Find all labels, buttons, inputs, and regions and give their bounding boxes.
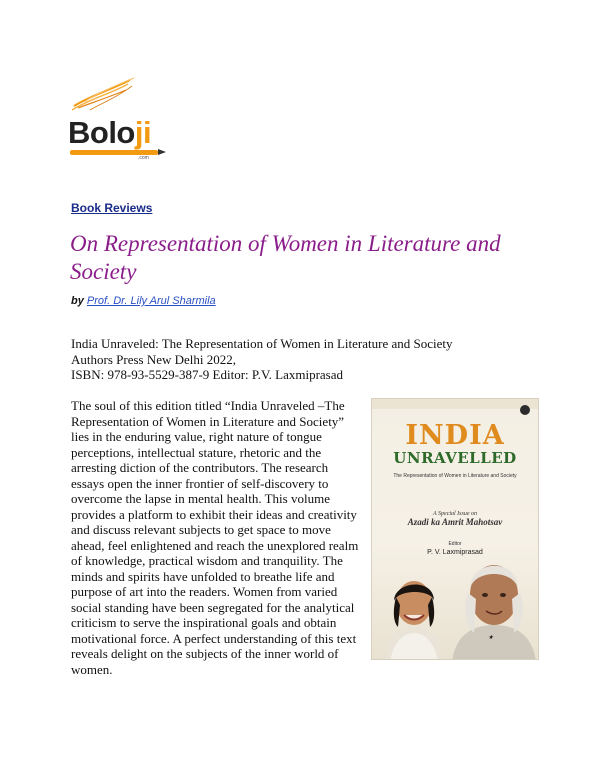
cover-editor-label: Editor	[448, 541, 462, 547]
emblem-icon	[520, 405, 530, 415]
cover-editor-name: P. V. Laxmiprasad	[427, 549, 483, 556]
logo-wordmark: Boloji	[68, 115, 152, 150]
article-title: On Representation of Women in Literature and Society	[70, 231, 501, 284]
author-link[interactable]: Prof. Dr. Lily Arul Sharmila	[86, 295, 216, 307]
book-meta-isbn: ISBN: 978-93-5529-387-9 Editor: P.V. Laxmiprasad	[71, 367, 344, 382]
cover-azadi-text: Azadi ka Amrit Mahotsav	[407, 517, 503, 527]
book-cover-image	[371, 398, 539, 660]
logo-domain: .com	[138, 155, 149, 161]
article-paragraph: The soul of this edition titled “India Unraveled –The Representation of Women in Literature and Society” lies in the enduring value, right nature of tongue perceptions, intellectual stature, rhetoric and the arresting diction of the contributors. The research essays open the inner frontier of self-discovery to overcome the lapse in mental health. This volume provides a platform to exhibit their ideas and creativity and discuss relevant subjects to get space to move ahead, feel enlightened and reach the unexplored realm of knowledge, practical wisdom and tranquility. The minds and spirits have unfolded to breathe life and purpose of art into the readers. Women from varied social standing have been segregated for the analytical criticism to serve the inspirational goals and obtain motivational force. A perfect understanding of this text reveals delight on the subjects of the inner world of women.	[71, 398, 359, 677]
site-logo[interactable]	[68, 76, 188, 166]
byline	[71, 295, 216, 307]
cover-special-issue: A Special Issue on	[432, 511, 478, 517]
byline-prefix: by	[71, 295, 84, 307]
section-link-book-reviews[interactable]: Book Reviews	[71, 201, 153, 215]
cover-title-line1: INDIA	[405, 420, 505, 451]
book-meta-publisher: Authors Press New Delhi 2022,	[71, 351, 237, 367]
book-meta	[71, 336, 453, 383]
logo-swoosh-icon	[70, 76, 140, 116]
book-meta-title: India Unraveled: The Representation of Women in Literature and Society	[71, 336, 453, 351]
cover-subtitle: The Representation of Women in Literature and Society	[393, 473, 517, 479]
article-body	[71, 398, 539, 677]
cover-title-line2: UNRAVELLED	[393, 449, 517, 467]
portrait-left-image	[376, 567, 452, 660]
cover-badge: ★	[488, 635, 494, 641]
